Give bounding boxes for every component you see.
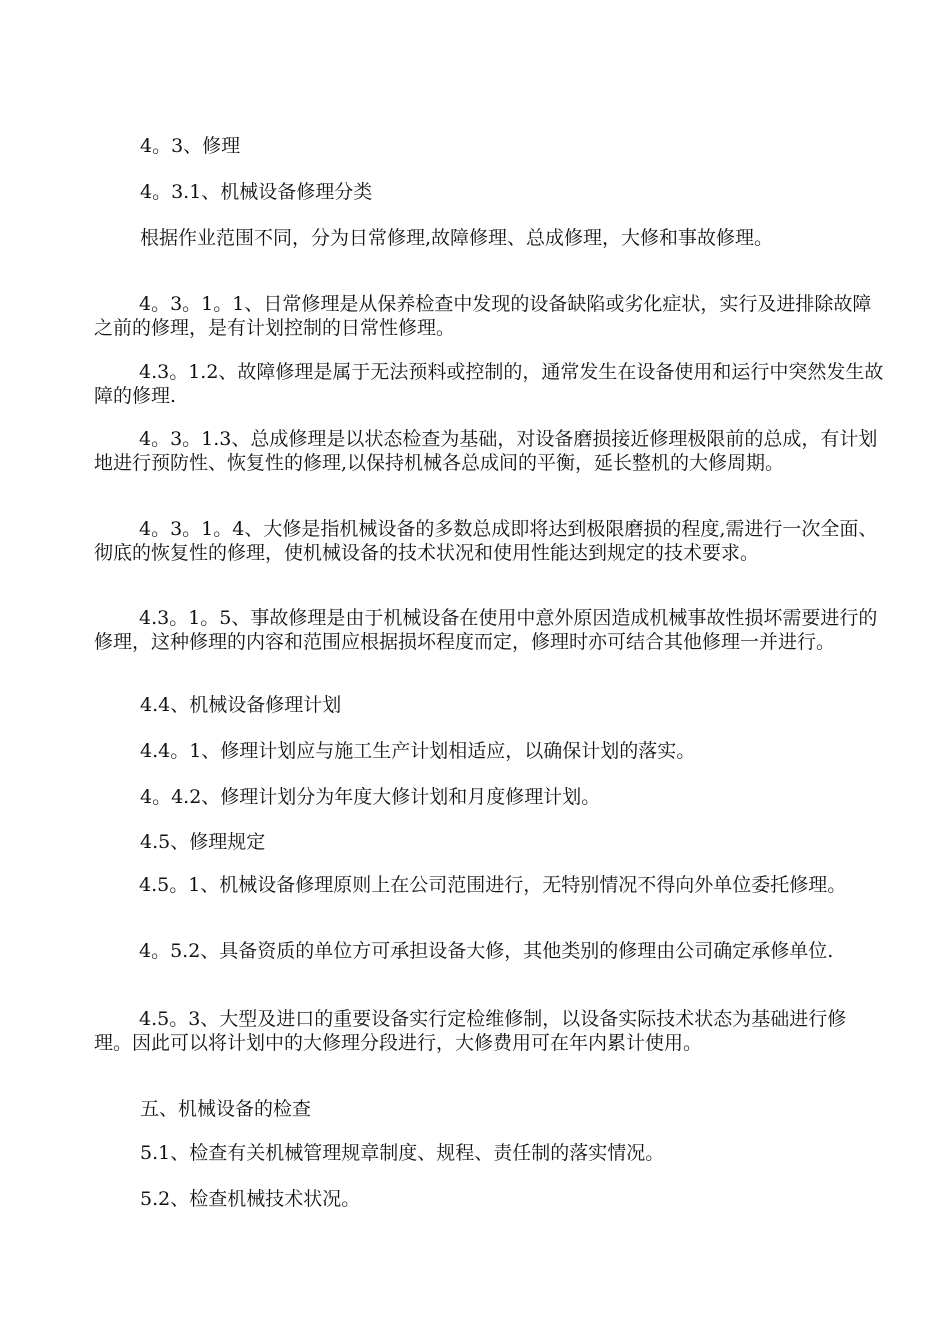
- heading-4-5: 4.5、修理规定: [140, 831, 266, 853]
- paragraph-5-2: 5.2、检查机械技术状况。: [140, 1188, 361, 1210]
- heading-4-3: 4。3、修理: [140, 135, 241, 157]
- heading-5: 五、机械设备的检查: [140, 1098, 312, 1120]
- paragraph-classification: 根据作业范围不同，分为日常修理,故障修理、总成修理，大修和事故修理。: [140, 227, 774, 249]
- paragraph-4-5-2: 4。5.2、具备资质的单位方可承担设备大修，其他类别的修理由公司确定承修单位.: [139, 940, 834, 962]
- paragraph-4-3-1-5: 4.3。1。5、事故修理是由于机械设备在使用中意外原因造成机械事故性损坏需要进行的修理，这种修理的内容和范围应根据损坏程度而定，修理时亦可结合其他修理一并进行。: [94, 607, 878, 653]
- paragraph-4-3-1-1: 4。3。1。1、日常修理是从保养检查中发现的设备缺陷或劣化症状，实行及进排除故障之前的修理，是有计划控制的日常性修理。: [94, 293, 872, 339]
- paragraph-4-3-1-2: 4.3。1.2、故障修理是属于无法预料或控制的，通常发生在设备使用和运行中突然发生故障的修理.: [94, 361, 884, 407]
- paragraph-4-4-2: 4。4.2、修理计划分为年度大修计划和月度修理计划。: [140, 786, 601, 808]
- paragraph-4-5-3: 4.5。3、大型及进口的重要设备实行定检维修制，以设备实际技术状态为基础进行修理。因此可以将计划中的大修理分段进行，大修费用可在年内累计使用。: [94, 1008, 847, 1054]
- paragraph-4-5-1: 4.5。1、机械设备修理原则上在公司范围进行，无特别情况不得向外单位委托修理。: [139, 874, 847, 896]
- paragraph-4-3-1-3: 4。3。1.3、总成修理是以状态检查为基础，对设备磨损接近修理极限前的总成，有计划地进行预防性、恢复性的修理,以保持机械各总成间的平衡，延长整机的大修周期。: [94, 428, 878, 474]
- paragraph-4-3-1-4: 4。3。1。4、大修是指机械设备的多数总成即将达到极限磨损的程度,需进行一次全面、彻底的恢复性的修理，使机械设备的技术状况和使用性能达到规定的技术要求。: [94, 518, 878, 564]
- paragraph-5-1: 5.1、检查有关机械管理规章制度、规程、责任制的落实情况。: [140, 1142, 665, 1164]
- heading-4-4: 4.4、机械设备修理计划: [140, 694, 342, 716]
- paragraph-4-4-1: 4.4。1、修理计划应与施工生产计划相适应，以确保计划的落实。: [140, 740, 696, 762]
- heading-4-3-1: 4。3.1、机械设备修理分类: [140, 181, 373, 203]
